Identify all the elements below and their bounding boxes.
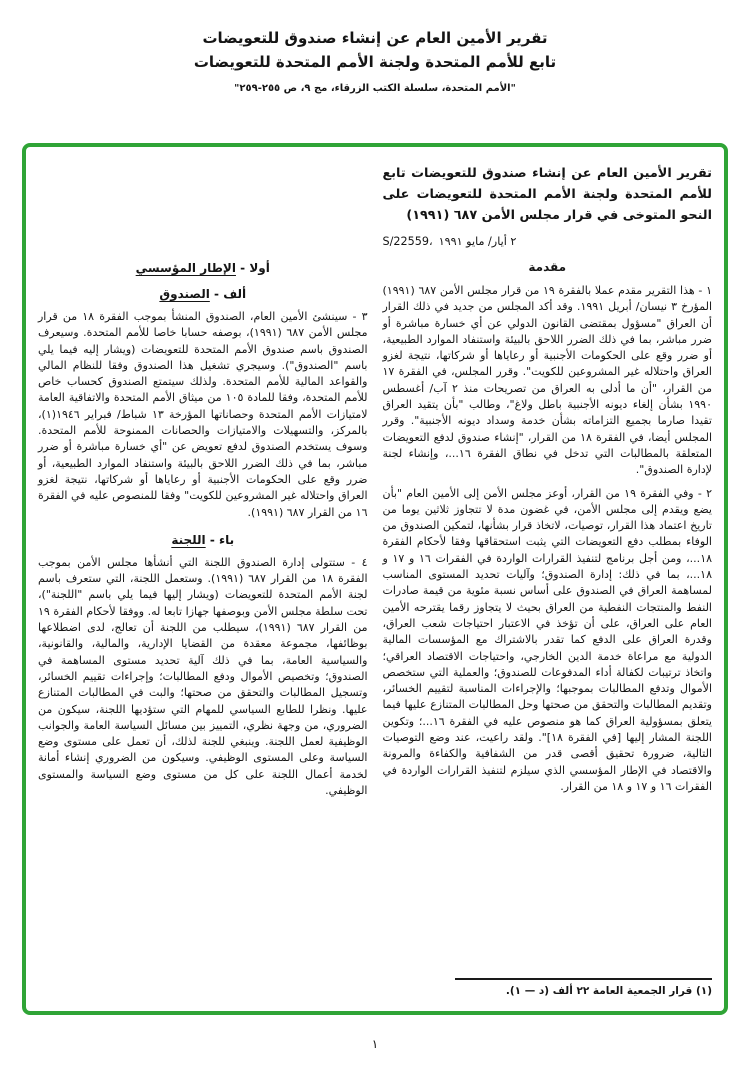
document-reference-line xyxy=(383,235,713,248)
section-one-b-heading xyxy=(38,533,368,547)
header-title-line2: تابع للأمم المتحدة ولجنة الأمم المتحدة للتعويضات xyxy=(193,53,557,71)
column-section-one xyxy=(38,163,368,997)
column-introduction xyxy=(383,163,713,997)
footnote-divider xyxy=(455,978,712,980)
paragraph-1: ١ - هذا التقرير مقدم عملا بالفقرة ١٩ من قرار مجلس الأمن ٦٨٧ (١٩٩١) المؤرخ ٣ نيسان/ أبريل ١٩٩١. وقد أكد المجلس من جديد في ذلك القرار أن العراق "مسؤول بمقتضى القانون الدولي عن أي خسارة مباشرة أو ضرر مباشر، بما في ذلك الضرر اللاحق بالبيئة واستنفاد الموارد الطبيعية، أو ضرر وقع على الحكومات الأجنبية أو رعاياها أو شركاتها، نتيجة لغزو العراق واحتلاله غير المشروعين للكويت". وقرر المجلس، في الفقرة ١٧ من القرار، "أن ما أدلى به العراق من تصريحات منذ ٢ آب/ أغسطس ١٩٩٠ بشأن إلغاء ديونه الأجنبية باطل ولاغ"، وطالب "بأن يتقيد العراق تقيدا صارما بجميع التزاماته بشأن خدمة وسداد ديونه الأجنبية". وقرر المجلس أيضا، في الفقرة ١٨ من القرار، "إنشاء صندوق لدفع التعويضات المتعلقة بالمطالبات التي تدخل في نطاق الفقرة ١٦...، وإنشاء لجنة لإدارة الصندوق". xyxy=(382,284,713,477)
header-source-citation: "الأمم المتحدة، سلسلة الكتب الزرقاء، مج ٩، ص ٢٥٥-٢٥٩" xyxy=(234,83,516,94)
document-symbol: S/22559، xyxy=(382,235,433,248)
document-date: ٢ أيار/ مايو ١٩٩١ xyxy=(438,235,517,248)
heading-prefix: ألف - xyxy=(214,287,247,301)
page-header xyxy=(0,0,750,94)
introduction-heading: مقدمة xyxy=(528,260,567,274)
heading-label: الصندوق xyxy=(159,287,210,301)
heading-prefix: أولا - xyxy=(240,261,270,275)
paragraph-2: ٢ - وفي الفقرة ١٩ من القرار، أوعز مجلس الأمن إلى الأمين العام "بأن يضع ويقدم إلى مجلس الأمن، في غضون مدة لا تتجاوز ثلاثين يوما من تاريخ اعتماد هذا القرار، توصيات، لاتخاذ قرار بشأنها، لتمكين الصندوق من الوفاء بمطلب دفع التعويضات التي يثبت استحقاقها وفقا لأحكام الفقرة ١٨...، ومن أجل برنامج لتنفيذ القرارات الواردة في الفقرات ١٦ و ١٧ و ١٨...، بما في ذلك: إدارة الصندوق؛ وآليات تحديد المستوى المناسب لمساهمة العراق في الصندوق على أساس نسبة مئوية من قيمة صادرات النفط والمنتجات النفطية من العراق بحيث لا يتجاوز رقما يقترحه الأمين العام على العراق، على أن تؤخذ في الاعتبار احتياجات شعب العراق، وقدرة العراق على الدفع كما تقدر بالاشتراك مع المؤسسات المالية الدولية مع مراعاة خدمة الدين الخارجي، واحتياجات الاقتصاد العراقي؛ واتخاذ ترتيبات لكفالة أداء المدفوعات للصندوق؛ والعملية التي ستخصص الأموال وتدفع المطالبات بموجبها؛ والإجراءات المناسبة لتقييم الخسائر، وتقديم المطالبات والتحقق من صحتها وحل المطالبات المتنازع عليها فيما يتعلق بمسؤولية العراق كما هو منصوص عليه في الفقرة ١٦...؛ وتكوين اللجنة المشار إليها [في الفقرة ١٨]". ولقد راعيت، عند وضع التوصيات التالية، ضرورة تحقيق أقصى قدر من الشفافية والكفاءة والمرونة والاقتصاد في الإطار المؤسسي الذي سيلزم لتنفيذ القرارات الواردة في الفقرات ١٦ و ١٧ و ١٨ من القرار. xyxy=(382,486,713,793)
section-one-a-heading xyxy=(38,287,368,301)
heading-prefix: باء - xyxy=(209,532,235,547)
heading-label: الإطار المؤسسي xyxy=(135,261,236,275)
footnote-text: (١) قرار الجمعية العامة ٢٢ ألف (د — ١). xyxy=(505,985,712,997)
paragraph-3: ٣ - سينشئ الأمين العام، الصندوق المنشأ بموجب الفقرة ١٨ من قرار مجلس الأمن ٦٨٧ (١٩٩١)، بوصفه حسابا خاصا للأمم المتحدة. وسيعرف الصندوق باسم صندوق الأمم المتحدة للتعويضات (ويشار إليه فيما يلي باسم "الصندوق"). وسيجري تشغيل هذا الصندوق وفقا للنظام المالي والقواعد المالية للأمم المتحدة. ولذلك سيتمتع الصندوق كحساب خاص للأمم المتحدة، وفقا للمادة ١٠٥ من ميثاق الأمم المتحدة والاتفاقية العامة لامتيازات الأمم المتحدة وحصاناتها المؤرخة ١٣ شباط/ فبراير ١٩٤٦(١)، بالمركز، والتسهيلات والامتيازات والحصانات الممنوحة للأمم المتحدة. وسوف يستخدم الصندوق لدفع تعويض عن "أي خسارة مباشرة أو ضرر مباشر، بما في ذلك الضرر اللاحق بالبيئة واستنفاد الموارد الطبيعية، أو ضرر وقع على الحكومات الأجنبية أو رعاياها أو شركاتها، نتيجة لغزو العراق واحتلاله غير المشروعين للكويت" وفقا للمنصوص عليه في الفقرة ١٦ من القرار ٦٨٧ (١٩٩١). xyxy=(38,310,368,519)
page-number: ١ xyxy=(371,1037,379,1051)
document-title: تقرير الأمين العام عن إنشاء صندوق للتعويضات تابع للأمم المتحدة ولجنة الأمم المتحدة للتعويضات على النحو المتوخى في قرار مجلس الأمن ٦٨٧ (١٩٩١) xyxy=(382,166,712,223)
header-title-line1: تقرير الأمين العام عن إنشاء صندوق للتعويضات xyxy=(202,29,548,47)
footnote-block xyxy=(383,972,713,997)
document-columns xyxy=(38,163,712,997)
document-frame xyxy=(22,143,728,1015)
paragraph-4: ٤ - ستتولى إدارة الصندوق اللجنة التي أنشأها مجلس الأمن بموجب الفقرة ١٨ من القرار ٦٨٧ (١٩٩١). وستعمل اللجنة، التي ستعرف باسم لجنة الأمم المتحدة للتعويضات (ويشار إليها فيما يلي باسم "اللجنة")، تحت سلطة مجلس الأمن وبوصفها جهازا تابعا له. ووفقا لأحكام الفقرة ١٩ من القرار ٦٨٧ (١٩٩١)، سيطلب من اللجنة أن تعالج، لدى اضطلاعها بوظائفها، مجموعة معقدة من القضايا الإدارية، والمالية، والقانونية، والسياسية العامة، بما في ذلك آلية تحديد مستوى المساهمة في الصندوق؛ وتخصيص الأموال ودفع المطالبات؛ وإجراءات تقييم الخسائر، وتسجيل المطالبات والتحقق من صحتها؛ والبت في المطالبات المتنازع عليها. ونظرا للطابع السياسي للمهام التي ستؤديها اللجنة، سيكون من الضروري، من وجهة نظري، التمييز بين مسائل السياسة العامة والجوانب الوظيفية لعمل اللجنة. وينبغي للجنة لذلك، أن تعمل على مستوى وضع السياسة وعلى المستوى الوظيفي. وسيكون من الضروري إنشاء أمانة لخدمة أعمال اللجنة على كل من مستوى وضع السياسة والمستوى الوظيفي. xyxy=(38,555,368,798)
section-one-heading xyxy=(38,261,368,275)
heading-label: اللجنة xyxy=(171,532,206,547)
